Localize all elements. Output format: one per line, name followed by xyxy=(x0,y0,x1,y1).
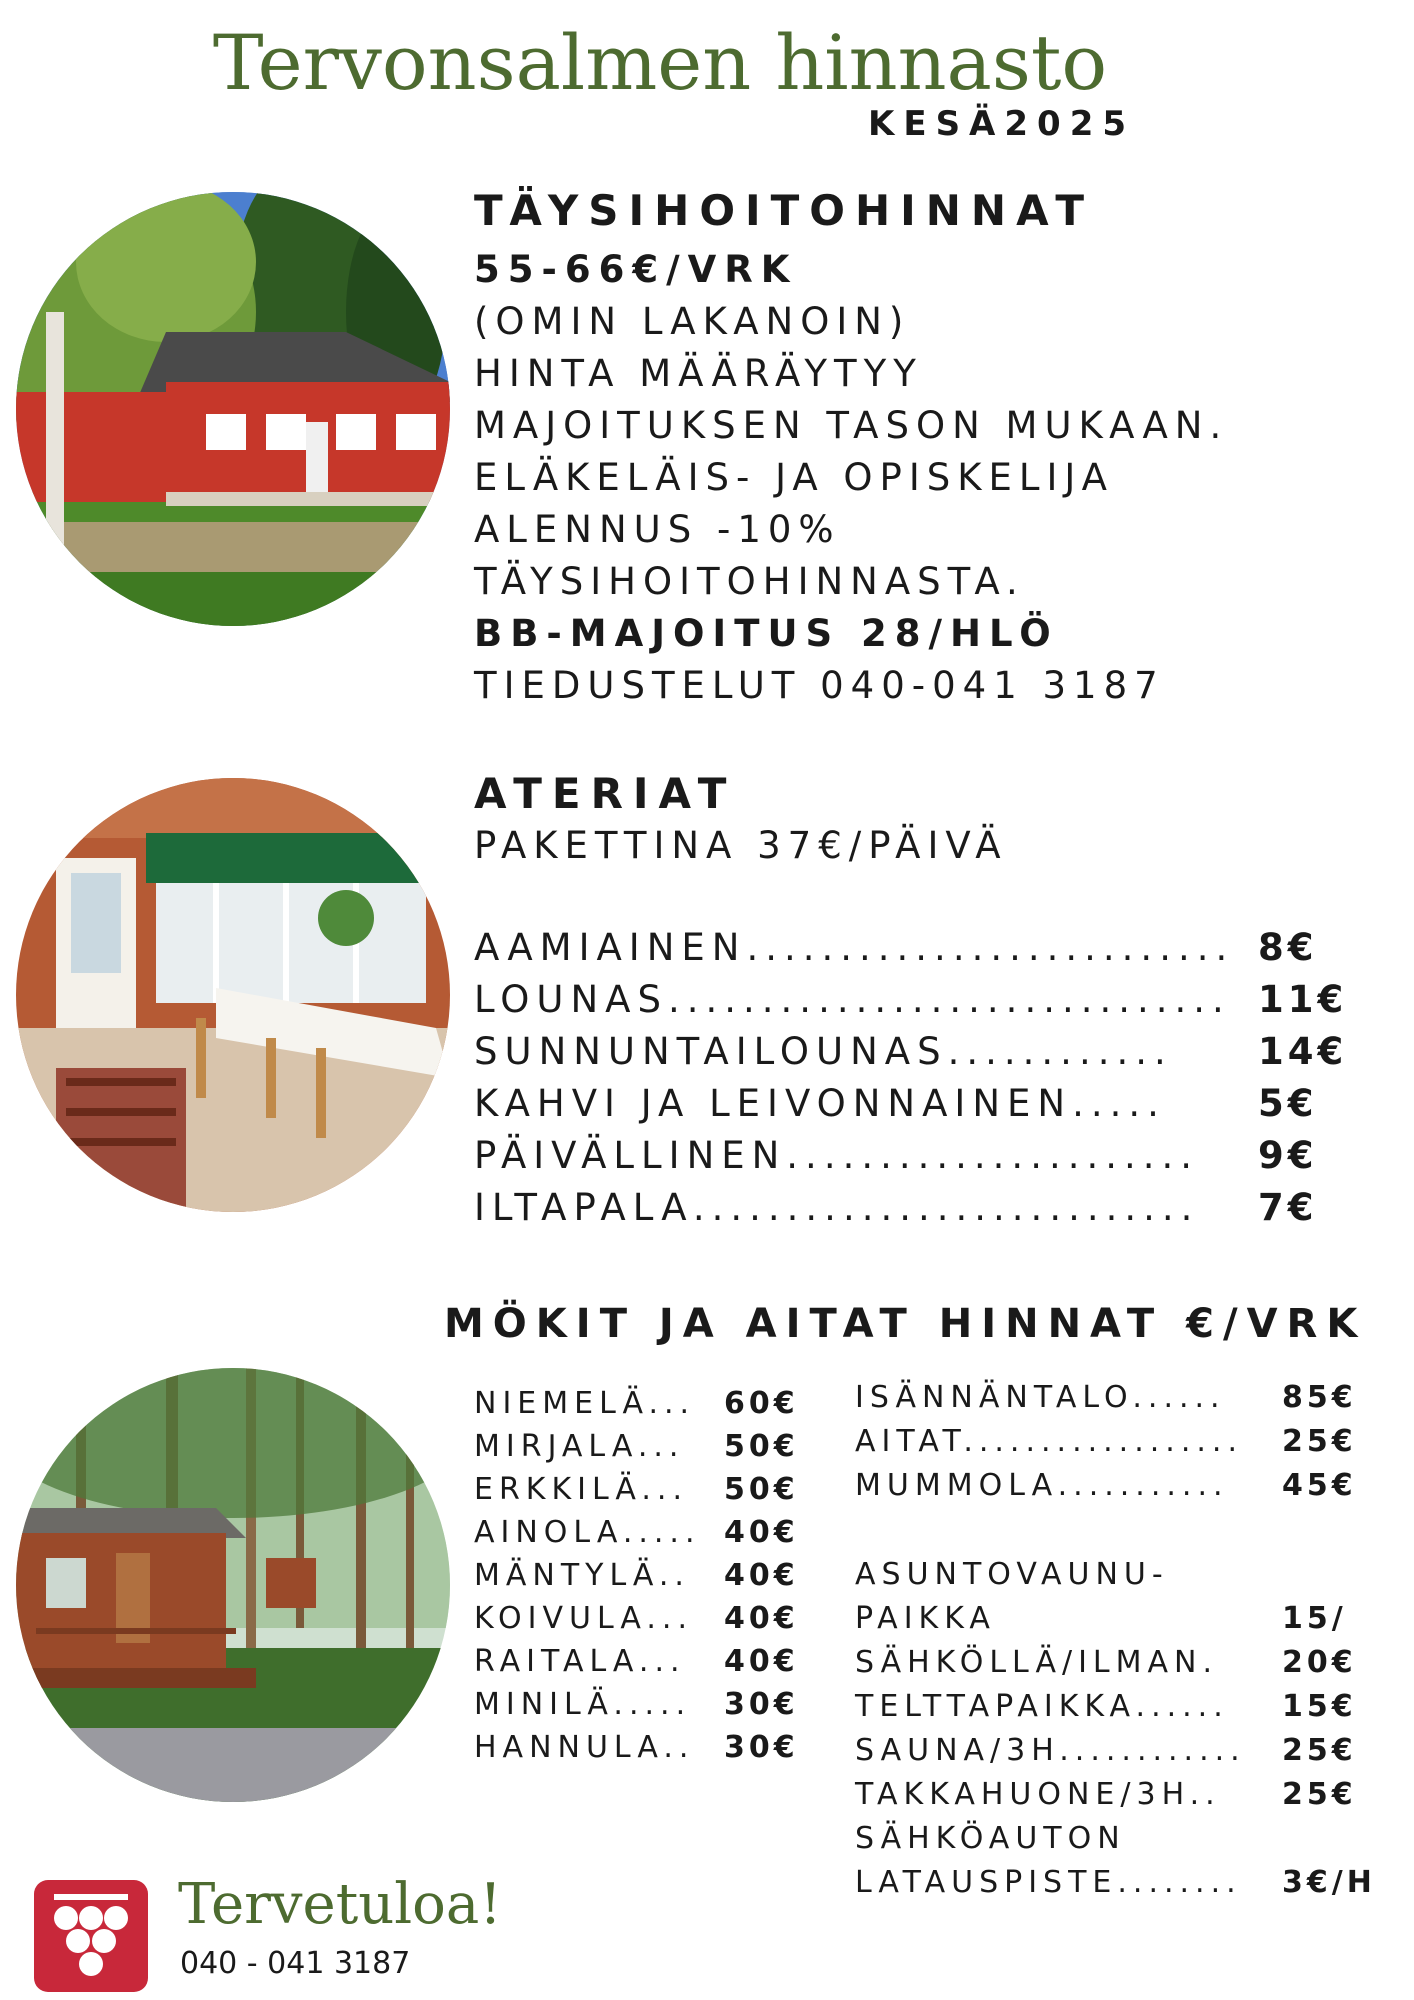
cabin-label: MUMMOLA........... xyxy=(855,1468,1229,1503)
meal-row xyxy=(474,978,1348,1021)
cabin-label: RAITALA... xyxy=(474,1644,686,1679)
cabin-label: TELTTAPAIKKA...... xyxy=(855,1689,1229,1724)
meal-label: SUNNUNTAILOUNAS............ xyxy=(474,1030,1173,1073)
cabin-price: 30€ xyxy=(724,1687,799,1722)
cabin-price: 50€ xyxy=(724,1472,799,1507)
meals-heading: ATERIAT xyxy=(474,769,737,818)
cabin-row xyxy=(474,1515,799,1550)
cabin-row xyxy=(474,1687,799,1722)
cabin-label: AITAT.................. xyxy=(855,1424,1243,1459)
cabin-label: MINILÄ..... xyxy=(474,1687,692,1722)
cabin-price: 25€ xyxy=(1282,1777,1357,1812)
meal-label: PÄIVÄLLINEN...................... xyxy=(474,1134,1200,1177)
cabin-label: ISÄNNÄNTALO...... xyxy=(855,1380,1226,1415)
meal-price: 8€ xyxy=(1258,926,1318,969)
meal-row xyxy=(474,1030,1348,1073)
meal-price: 11€ xyxy=(1258,978,1348,1021)
cabin-price: 20€ xyxy=(1282,1645,1357,1680)
cabin-price: 45€ xyxy=(1282,1468,1357,1503)
season-label: KESÄ2025 xyxy=(868,104,1136,144)
cabin-row xyxy=(474,1601,799,1636)
page-title: Tervonsalmen hinnasto xyxy=(212,18,1108,107)
cabin-row xyxy=(474,1730,799,1765)
photo-dining-room xyxy=(16,778,450,1212)
cabin-label: SÄHKÖLLÄ/ILMAN. xyxy=(855,1645,1219,1680)
cabin-row xyxy=(855,1380,1357,1415)
cabin-label: ERKKILÄ... xyxy=(474,1472,688,1507)
cabin-price: 40€ xyxy=(724,1601,799,1636)
cabins-heading: MÖKIT JA AITAT HINNAT €/VRK xyxy=(444,1301,1367,1347)
bb-price: BB-MAJOITUS 28/HLÖ xyxy=(474,612,1059,655)
cabin-price: 25€ xyxy=(1282,1424,1357,1459)
cabin-label: KOIVULA... xyxy=(474,1601,693,1636)
cabin-price: 25€ xyxy=(1282,1733,1357,1768)
meal-row xyxy=(474,1134,1318,1177)
meal-label: ILTAPALA........................... xyxy=(474,1186,1200,1229)
meal-row xyxy=(474,1186,1318,1229)
cabin-row xyxy=(855,1821,1126,1856)
cabin-row xyxy=(474,1429,799,1464)
cabin-label: AINOLA..... xyxy=(474,1515,701,1550)
meals-package: PAKETTINA 37€/PÄIVÄ xyxy=(474,824,1008,867)
meal-label: LOUNAS.............................. xyxy=(474,978,1231,1021)
cabin-price: 3€/H xyxy=(1282,1865,1376,1900)
full-board-line: ALENNUS -10% xyxy=(474,508,841,551)
main-house-illustration xyxy=(16,192,450,626)
cabin-price: 50€ xyxy=(724,1429,799,1464)
meal-label: KAHVI JA LEIVONNAINEN..... xyxy=(474,1082,1166,1125)
cabin-label: ASUNTOVAUNU- xyxy=(855,1557,1169,1592)
inquiries-line: TIEDUSTELUT 040-041 3187 xyxy=(474,664,1165,707)
cabin-row xyxy=(855,1601,1347,1636)
footer-phone: 040 - 041 3187 xyxy=(180,1946,411,1981)
cabin-row xyxy=(474,1472,799,1507)
cabin-label: MIRJALA... xyxy=(474,1429,685,1464)
cabin-row xyxy=(855,1557,1169,1592)
cabin-label: MÄNTYLÄ.. xyxy=(474,1558,690,1593)
cabin-price: 40€ xyxy=(724,1515,799,1550)
cabin-row xyxy=(855,1733,1357,1768)
cabin-row xyxy=(855,1689,1357,1724)
cabin-label: NIEMELÄ... xyxy=(474,1386,696,1421)
cabin-row xyxy=(474,1644,799,1679)
cabin-label: HANNULA.. xyxy=(474,1730,695,1765)
cabin-label: SÄHKÖAUTON xyxy=(855,1821,1126,1856)
cabin-price: 15/ xyxy=(1282,1601,1347,1636)
cabin-row xyxy=(855,1865,1376,1900)
cabin-row xyxy=(474,1386,799,1421)
full-board-line: MAJOITUKSEN TASON MUKAAN. xyxy=(474,404,1229,447)
cabin-row xyxy=(855,1777,1357,1812)
cabin-row xyxy=(855,1645,1357,1680)
meal-price: 7€ xyxy=(1258,1186,1318,1229)
cabin-label: LATAUSPISTE........ xyxy=(855,1865,1242,1900)
full-board-line: (OMIN LAKANOIN) xyxy=(474,300,911,343)
meal-price: 5€ xyxy=(1258,1082,1318,1125)
photo-main-house xyxy=(16,192,450,626)
cabin-row xyxy=(855,1468,1357,1503)
cabin-price: 15€ xyxy=(1282,1689,1357,1724)
full-board-price: 55-66€/VRK xyxy=(474,248,798,291)
cabin-price: 40€ xyxy=(724,1644,799,1679)
cabin-row xyxy=(474,1558,799,1593)
cabin-label: PAIKKA xyxy=(855,1601,996,1636)
meal-row xyxy=(474,926,1318,969)
photo-cabin xyxy=(16,1368,450,1802)
full-board-line: HINTA MÄÄRÄYTYY xyxy=(474,352,923,395)
cabin-row xyxy=(855,1424,1357,1459)
meal-price: 9€ xyxy=(1258,1134,1318,1177)
cabin-illustration xyxy=(16,1368,450,1802)
cabin-price: 85€ xyxy=(1282,1380,1357,1415)
cabin-price: 40€ xyxy=(724,1558,799,1593)
full-board-heading: TÄYSIHOITOHINNAT xyxy=(474,186,1094,235)
meal-price: 14€ xyxy=(1258,1030,1348,1073)
meal-row xyxy=(474,1082,1318,1125)
cabin-price: 60€ xyxy=(724,1386,799,1421)
logo-grapes-icon xyxy=(34,1880,148,1992)
cabin-label: TAKKAHUONE/3H.. xyxy=(855,1777,1221,1812)
welcome-text: Tervetuloa! xyxy=(178,1872,502,1937)
cabin-label: SAUNA/3H............ xyxy=(855,1733,1246,1768)
full-board-line: ELÄKELÄIS- JA OPISKELIJA xyxy=(474,456,1114,499)
cabin-price: 30€ xyxy=(724,1730,799,1765)
full-board-line: TÄYSIHOITOHINNASTA. xyxy=(474,560,1025,603)
meal-label: AAMIAINEN.......................... xyxy=(474,926,1235,969)
dining-room-illustration xyxy=(16,778,450,1212)
